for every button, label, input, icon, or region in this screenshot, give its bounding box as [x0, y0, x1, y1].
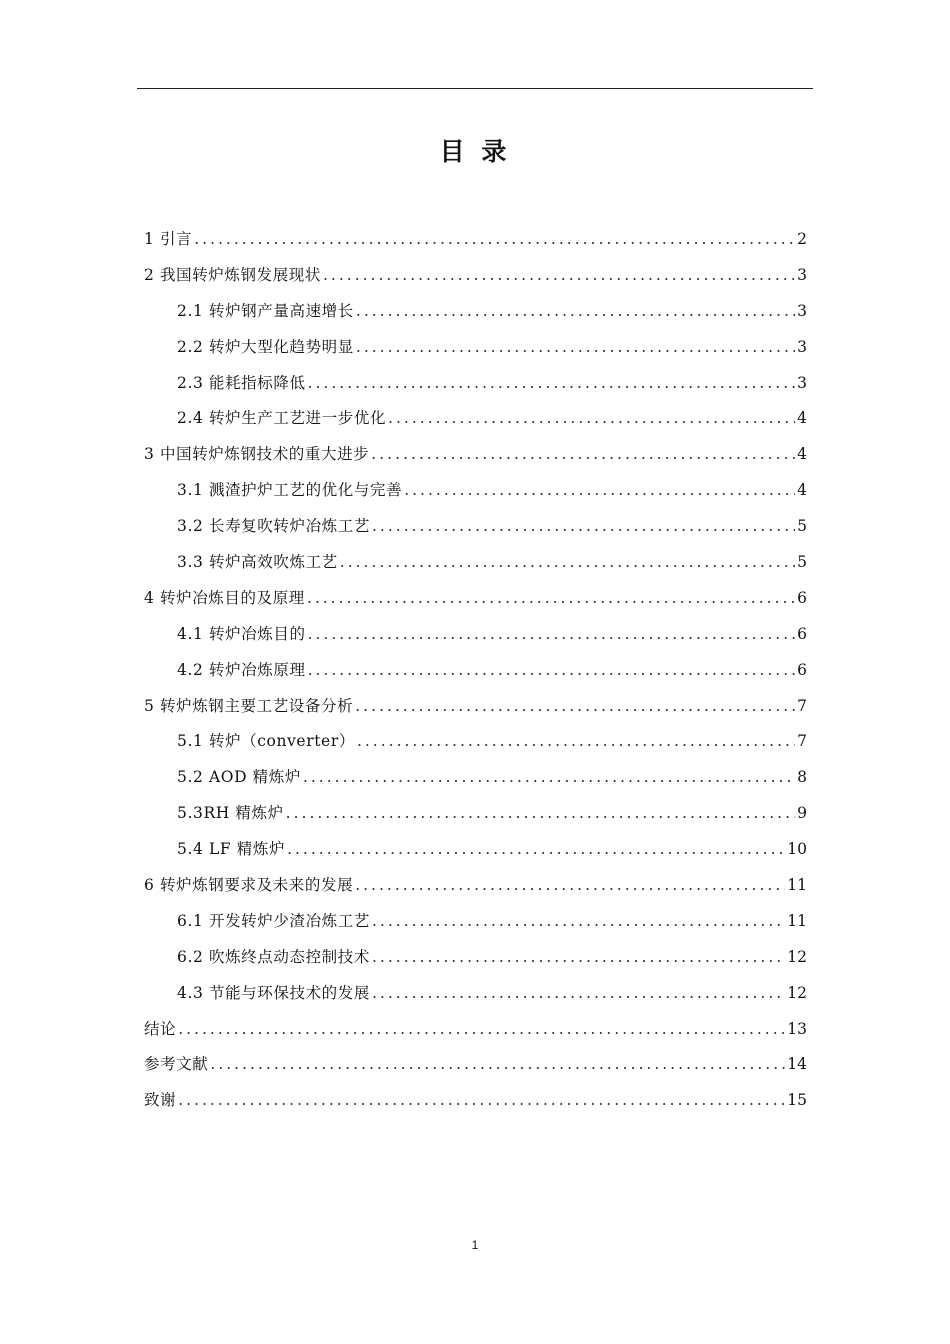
toc-entry-label: 5.4 LF 精炼炉 — [177, 840, 286, 859]
toc-leader-dots — [178, 1083, 785, 1119]
toc-entry-label: 结论 — [144, 1019, 177, 1038]
toc-entry[interactable] — [144, 1012, 807, 1048]
toc-entry-page: 12 — [787, 947, 807, 966]
toc-leader-dots — [355, 868, 785, 904]
toc-entry[interactable] — [144, 437, 807, 473]
toc-leader-dots — [340, 545, 795, 581]
toc-entry[interactable] — [144, 258, 807, 294]
toc-entry[interactable] — [144, 689, 807, 725]
toc-entry-page: 4 — [797, 409, 807, 428]
toc-entry[interactable] — [144, 653, 807, 689]
toc-entry-page: 3 — [797, 265, 807, 284]
toc-entry-label: 2.4 转炉生产工艺进一步优化 — [177, 409, 387, 428]
toc-entry[interactable] — [144, 545, 807, 581]
toc-leader-dots — [404, 473, 795, 509]
toc-entry-label: 6 转炉炼钢要求及未来的发展 — [144, 876, 354, 895]
toc-entry[interactable] — [144, 473, 807, 509]
toc-entry[interactable] — [144, 976, 807, 1012]
toc-entry-page: 5 — [797, 553, 807, 572]
toc-entry-label: 3.3 转炉高效吹炼工艺 — [177, 553, 338, 572]
toc-leader-dots — [372, 904, 785, 940]
toc-leader-dots — [371, 437, 795, 473]
toc-entry-label: 6.2 吹炼终点动态控制技术 — [177, 947, 370, 966]
toc-entry-label: 2.3 能耗指标降低 — [177, 373, 306, 392]
toc-entry-label: 5.1 转炉（converter） — [177, 732, 355, 751]
toc-leader-dots — [210, 1047, 785, 1083]
toc-entry[interactable] — [144, 1083, 807, 1119]
toc-entry-label: 致谢 — [144, 1091, 177, 1110]
toc-entry[interactable] — [144, 401, 807, 437]
toc-entry-page: 4 — [797, 445, 807, 464]
toc-entry-label: 1 引言 — [144, 230, 193, 248]
toc-leader-dots — [178, 1012, 785, 1048]
toc-entry[interactable] — [144, 509, 807, 545]
toc-entry[interactable] — [144, 868, 807, 904]
toc-entry[interactable] — [144, 617, 807, 653]
toc-entry-page: 14 — [787, 1055, 807, 1074]
toc-leader-dots — [355, 689, 795, 725]
toc-entry-page: 2 — [797, 230, 807, 248]
toc-entry-label: 6.1 开发转炉少渣冶炼工艺 — [177, 911, 370, 930]
toc-leader-dots — [308, 617, 796, 653]
toc-entry-label: 2.1 转炉钢产量高速增长 — [177, 301, 354, 320]
toc-entry-label: 4 转炉冶炼目的及原理 — [144, 588, 305, 607]
toc-entry-label: 2.2 转炉大型化趋势明显 — [177, 337, 354, 356]
toc-leader-dots — [357, 724, 795, 760]
toc-entry[interactable] — [144, 366, 807, 402]
toc-leader-dots — [286, 796, 795, 832]
toc-entry-page: 3 — [797, 301, 807, 320]
toc-entry[interactable] — [144, 330, 807, 366]
header-rule — [137, 88, 813, 89]
toc-leader-dots — [194, 222, 795, 258]
toc-entry-label: 5.3RH 精炼炉 — [177, 804, 284, 823]
toc-entry[interactable] — [144, 796, 807, 832]
toc-entry[interactable] — [144, 581, 807, 617]
toc-entry-label: 参考文献 — [144, 1055, 209, 1074]
toc-entry-page: 6 — [797, 624, 807, 643]
toc-entry-page: 7 — [797, 696, 807, 715]
toc-entry-page: 7 — [797, 732, 807, 751]
toc-entry-label: 3 中国转炉炼钢技术的重大进步 — [144, 445, 370, 464]
toc-leader-dots — [388, 401, 795, 437]
page-number: 1 — [471, 1238, 479, 1252]
toc-entry-label: 4.1 转炉冶炼目的 — [177, 624, 306, 643]
toc-entry-page: 10 — [787, 840, 807, 859]
toc-entry-label: 3.1 溅渣护炉工艺的优化与完善 — [177, 481, 403, 500]
toc-entry-page: 6 — [797, 660, 807, 679]
toc-entry[interactable] — [144, 222, 807, 258]
toc-leader-dots — [323, 258, 795, 294]
toc-entry-page: 9 — [797, 804, 807, 823]
toc-entry-page: 15 — [787, 1091, 807, 1110]
toc-entry-label: 4.2 转炉冶炼原理 — [177, 660, 306, 679]
toc-leader-dots — [356, 294, 795, 330]
toc-entry[interactable] — [144, 832, 807, 868]
toc-entry-page: 3 — [797, 337, 807, 356]
toc-entry-page: 4 — [797, 481, 807, 500]
table-of-contents — [144, 222, 807, 1119]
toc-entry-label: 2 我国转炉炼钢发展现状 — [144, 265, 321, 284]
toc-entry-page: 3 — [797, 373, 807, 392]
page-title: 目 录 — [439, 137, 511, 166]
toc-leader-dots — [356, 330, 795, 366]
toc-entry[interactable] — [144, 904, 807, 940]
toc-leader-dots — [308, 653, 796, 689]
toc-entry-label: 4.3 节能与环保技术的发展 — [177, 983, 370, 1002]
toc-entry[interactable] — [144, 760, 807, 796]
toc-entry-label: 5 转炉炼钢主要工艺设备分析 — [144, 696, 354, 715]
toc-leader-dots — [287, 832, 785, 868]
toc-entry-page: 13 — [787, 1019, 807, 1038]
toc-entry-page: 11 — [787, 911, 807, 930]
toc-entry-page: 8 — [797, 768, 807, 787]
toc-leader-dots — [308, 366, 796, 402]
toc-entry-label: 3.2 长寿复吹转炉冶炼工艺 — [177, 517, 370, 536]
toc-entry[interactable] — [144, 294, 807, 330]
toc-entry[interactable] — [144, 724, 807, 760]
toc-entry-page: 6 — [797, 588, 807, 607]
toc-entry-page: 11 — [787, 876, 807, 895]
toc-entry[interactable] — [144, 940, 807, 976]
toc-leader-dots — [307, 581, 795, 617]
toc-leader-dots — [303, 760, 795, 796]
toc-entry-page: 5 — [797, 517, 807, 536]
toc-leader-dots — [372, 976, 785, 1012]
toc-leader-dots — [372, 509, 795, 545]
toc-leader-dots — [372, 940, 785, 976]
toc-entry-label: 5.2 AOD 精炼炉 — [177, 768, 301, 787]
toc-entry-page: 12 — [787, 983, 807, 1002]
toc-entry[interactable] — [144, 1047, 807, 1083]
